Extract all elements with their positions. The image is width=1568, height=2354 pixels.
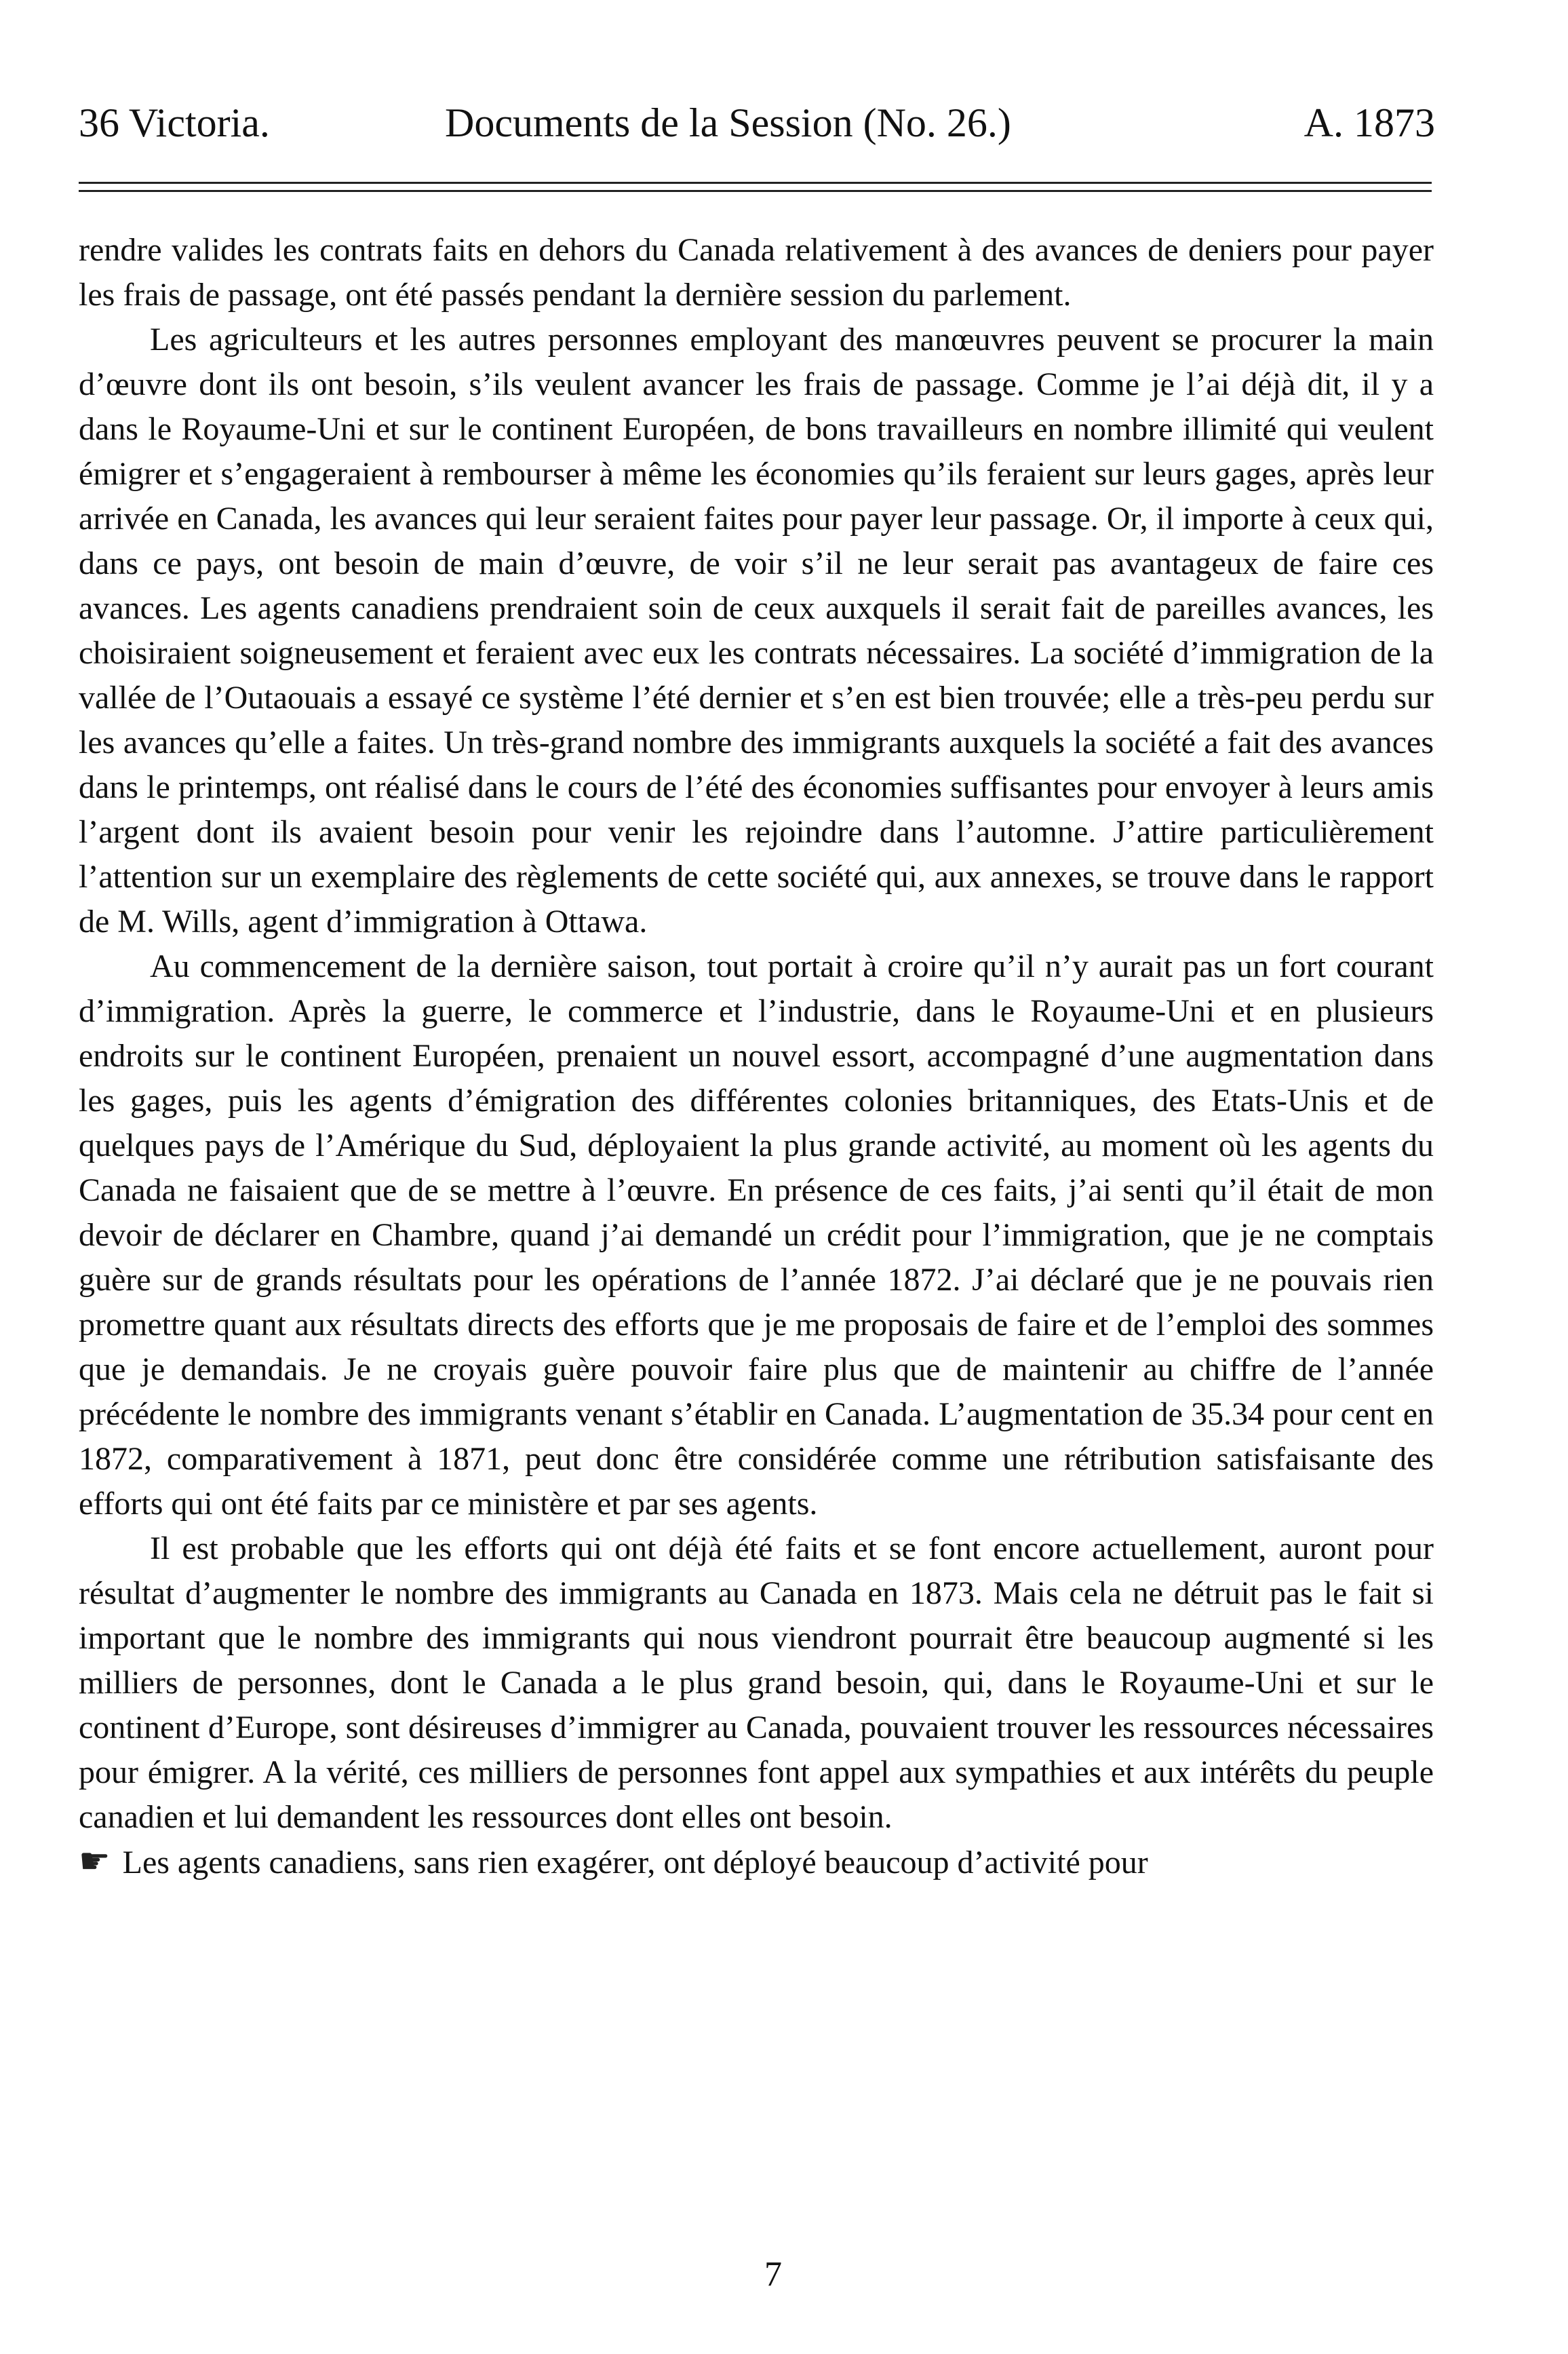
paragraph-continuation: rendre valides les contrats faits en dehors du Canada relativement à des avances de deniers pour payer les frais de passage, ont été passés pendant la dernière session du parlement. bbox=[79, 232, 1434, 313]
header-rule-bottom bbox=[79, 190, 1432, 192]
header-regnal-year: 36 Victoria. bbox=[79, 100, 270, 145]
running-header bbox=[79, 92, 1435, 153]
paragraph: Les agriculteurs et les autres personnes employant des manœuvres peuvent se procurer la main d’œuvre dont ils ont besoin, s’ils veulent avancer les frais de passage. Comme je l’ai déjà dit, il y a dans le Royaume-Uni et sur le continent Européen, de bons travailleurs en nombre illimité qui veulent émigrer et s’engageraient à rembourser à même les économies qu’ils feraient sur leurs gages, après leur arrivée en Canada, les avances qui leur seraient faites pour payer leur passage. Or, il importe à ceux qui, dans ce pays, ont besoin de main d’œuvre, de voir s’il ne leur serait pas avantageux de faire ces avances. Les agents canadiens prendraient soin de ceux auxquels il serait fait de pareilles avances, les choisiraient soigneusement et feraient avec eux les contrats nécessaires. La société d’immigration de la vallée de l’Outaouais a essayé ce système l’été dernier et s’en est bien trouvée; elle a très-peu perdu sur les avances qu’elle a faites. Un très-grand nombre des immigrants auxquels la société a fait des avances dans le printemps, ont réalisé dans le cours de l’été des économies suffisantes pour envoyer à leurs amis l’argent dont ils avaient besoin pour venir les rejoindre dans l’automne. J’attire particulièrement l’attention sur un exemplaire des règlements de cette société qui, aux annexes, se trouve dans le rapport de M. Wills, agent d’immigration à Ottawa. bbox=[79, 322, 1434, 940]
paragraph: Il est probable que les efforts qui ont déjà été faits et se font encore actuellement, auront pour résultat d’augmenter le nombre des immigrants au Canada en 1873. Mais cela ne détruit pas le fait si important que le nombre des immigrants qui nous viendront pourrait être beaucoup augmenté si les milliers de personnes, dont le Canada a le plus grand besoin, qui, dans le Royaume-Uni et sur le continent d’Europe, sont désireuses d’immigrer au Canada, pouvaient trouver les ressources nécessaires pour émigrer. A la vérité, ces milliers de personnes font appel aux sympathies et aux intérêts du peuple canadien et lui demandent les ressources dont elles ont besoin. bbox=[79, 1530, 1434, 1835]
pointing-hand-icon: ☛ bbox=[79, 1842, 111, 1881]
header-rule-top bbox=[79, 182, 1432, 184]
body-text bbox=[79, 228, 1434, 1885]
paragraph: Au commencement de la dernière saison, tout portait à croire qu’il n’y aurait pas un fort courant d’immigration. Après la guerre, le commerce et l’industrie, dans le Royaume-Uni et en plusieurs endroits sur le continent Européen, prenaient un nouvel essort, accompagné d’une augmentation dans les gages, puis les agents d’émigration des différentes colonies britanniques, des Etats-Unis et de quelques pays de l’Amérique du Sud, déployaient la plus grande activité, au moment où les agents du Canada ne faisaient que de se mettre à l’œuvre. En présence de ces faits, j’ai senti qu’il était de mon devoir de déclarer en Chambre, quand j’ai demandé un crédit pour l’immigration, que je ne comptais guère sur de grands résultats pour les opérations de l’année 1872. J’ai déclaré que je ne pouvais rien promettre quant aux résultats directs des efforts que je me proposais de faire et de l’emploi des sommes que je demandais. Je ne croyais guère pouvoir faire plus que de maintenir au chiffre de l’année précédente le nombre des immigrants venant s’établir en Canada. L’augmentation de 35.34 pour cent en 1872, comparativement à 1871, peut donc être considérée comme une rétribution satisfaisante des efforts qui ont été faits par ce ministère et par ses agents. bbox=[79, 948, 1434, 1522]
paragraph-last-text: Les agents canadiens, sans rien exagérer, ont déployé beaucoup d’activité pour bbox=[122, 1845, 1148, 1880]
paragraph-last bbox=[79, 1840, 1434, 1885]
page-number: 7 bbox=[764, 2255, 782, 2294]
header-title: Documents de la Session (No. 26.) bbox=[445, 100, 1011, 145]
header-year: A. 1873 bbox=[1304, 100, 1435, 145]
